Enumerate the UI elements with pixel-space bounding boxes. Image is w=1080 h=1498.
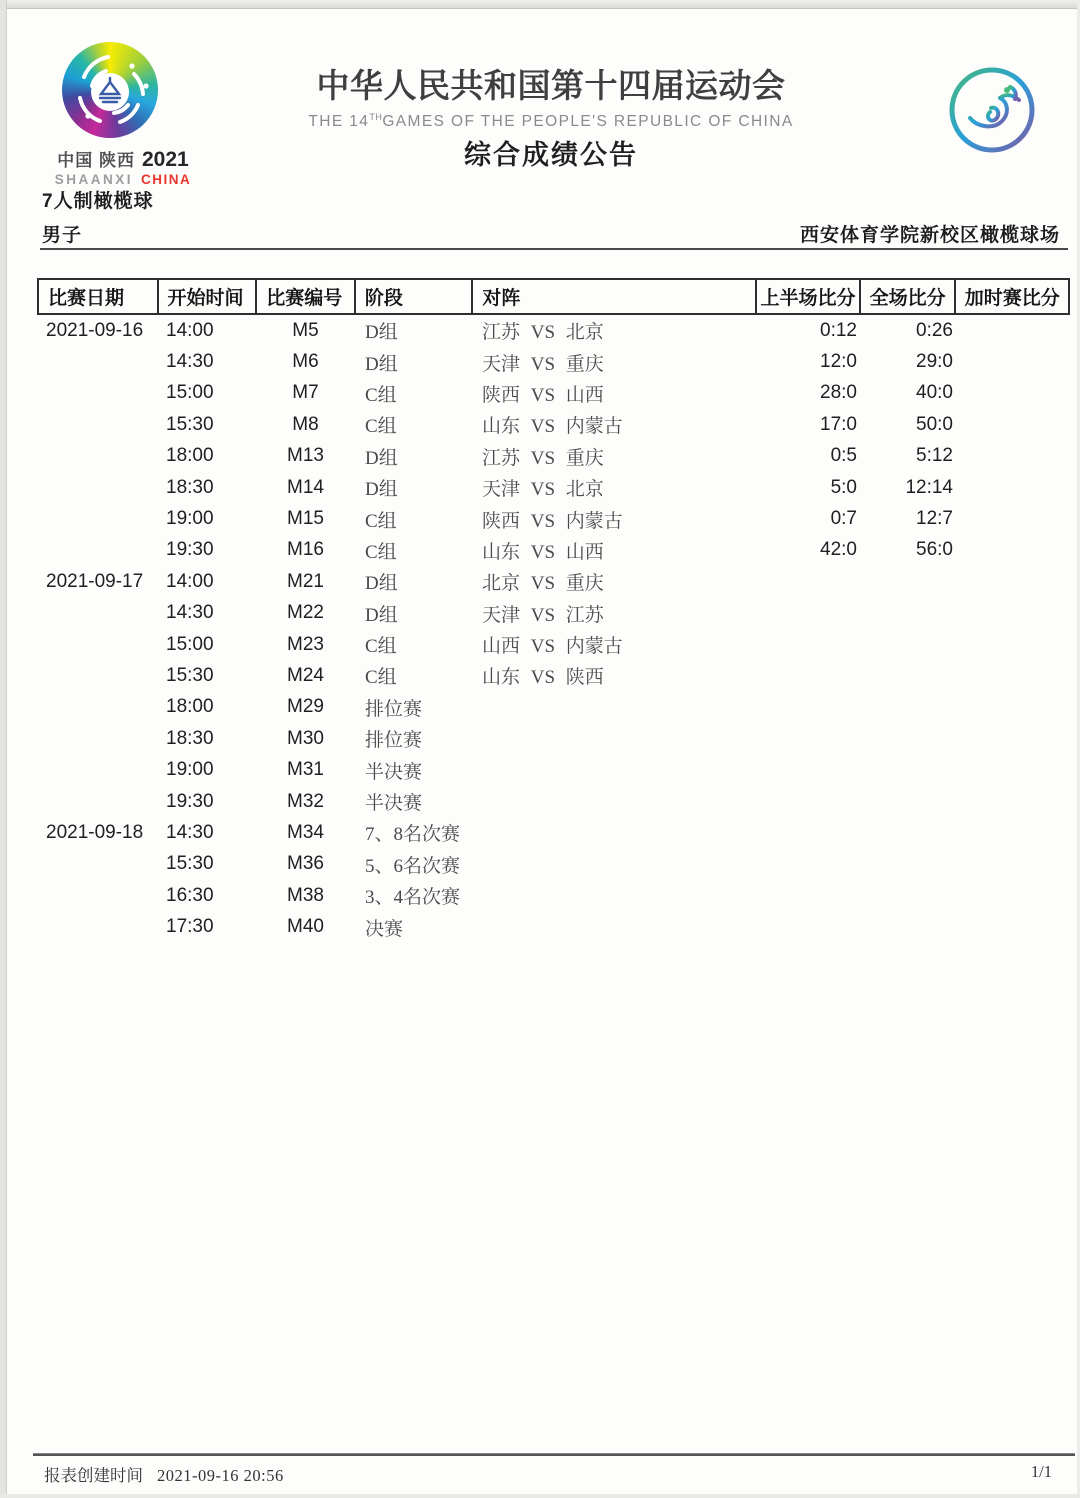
cell-time: 14:30 [166,351,214,373]
cell-full-score [862,754,958,785]
cell-stage: 7、8名次赛 [365,824,461,846]
table-row [37,378,1070,409]
table-row [37,723,1070,754]
page-number: 1/1 [1030,1462,1052,1481]
cell-full-score [862,849,958,880]
cell-time: 18:30 [166,476,214,498]
cell-half-score [758,849,862,880]
scan-edge-bottom [0,1494,1080,1498]
table-row [37,786,1070,817]
cell-full-score: 12:14 [905,476,953,498]
cell-match-no: M23 [287,633,324,655]
document-header [11,60,1080,131]
cell-matchup: 陕西 VS 内蒙古 [482,510,623,532]
footer-divider-line [33,1453,1075,1456]
cell-half-score [758,786,862,817]
cell-full-score [862,566,958,597]
cell-stage: D组 [365,479,398,501]
cell-matchup: 山东 VS 陕西 [482,667,604,689]
table-row [37,692,1070,723]
cell-matchup: 山东 VS 山西 [482,541,604,563]
cell-overtime-score [958,629,1070,660]
cell-overtime-score [958,911,1070,942]
cell-overtime-score [958,754,1070,785]
cell-time: 17:30 [166,916,214,938]
cell-time: 15:00 [166,633,214,655]
cell-full-score [862,660,958,691]
table-row [37,503,1070,534]
cell-overtime-score [958,566,1070,597]
cell-full-score [862,786,958,817]
cell-half-score: 28:0 [820,382,857,404]
cell-full-score [862,692,958,723]
cell-time: 19:30 [166,790,214,812]
cell-stage: 排位赛 [365,698,423,720]
cell-stage: 决赛 [365,918,404,940]
cell-full-score: 50:0 [916,413,953,435]
cell-stage: C组 [365,636,397,658]
cell-matchup: 北京 VS 重庆 [482,573,604,595]
cell-matchup: 天津 VS 江苏 [482,604,604,626]
scan-edge-left [0,0,7,1498]
cell-half-score [758,754,862,785]
cell-half-score [758,911,862,942]
header-divider-line [40,248,1068,250]
cell-time: 19:00 [166,508,214,530]
cell-overtime-score [958,723,1070,754]
cell-overtime-score [958,692,1070,723]
cell-date [37,629,157,660]
cell-match-no: M15 [287,508,324,530]
table-row [37,880,1070,911]
emblem-text-cn: 中国 陕西 [57,151,135,170]
cell-date [37,378,157,409]
cell-time: 14:00 [166,570,214,592]
cell-date [37,503,157,534]
col-header-stage: 阶段 [356,280,474,313]
cell-date [37,660,157,691]
cell-matchup [473,880,758,911]
col-header-time: 开始时间 [159,280,258,313]
col-header-overtime-score: 加时赛比分 [964,288,1060,309]
cell-full-score: 29:0 [916,351,953,373]
scan-edge-top [0,0,1080,9]
cell-time: 19:30 [166,539,214,561]
cell-full-score [862,629,958,660]
cell-full-score [862,911,958,942]
games-title-cn: 中华人民共和国第十四届运动会 [316,67,786,104]
cell-overtime-score [958,346,1070,377]
cell-date [37,911,157,942]
cell-stage: 半决赛 [365,793,423,815]
title-en-pre: THE 14 [308,113,370,131]
cell-half-score [758,723,862,754]
cell-matchup: 山东 VS 内蒙古 [482,416,623,438]
cell-stage: C组 [365,416,397,438]
cell-matchup [473,786,758,817]
cell-match-no: M34 [287,821,324,843]
cell-match-no: M6 [292,351,319,373]
cell-stage: D组 [365,447,398,469]
results-table [37,278,1070,943]
cell-match-no: M22 [287,602,324,624]
cell-full-score: 40:0 [916,382,953,404]
cell-half-score: 17:0 [820,413,857,435]
table-row [37,629,1070,660]
cell-date [37,692,157,723]
title-en-sup: TH [369,112,383,122]
col-header-full-score: 全场比分 [861,280,957,313]
cell-date [37,754,157,785]
cell-date [37,786,157,817]
table-row [37,849,1070,880]
emblem-text-shaanxi: SHAANXI [54,172,133,187]
cell-matchup [473,817,758,848]
cell-full-score: 5:12 [916,445,953,467]
cell-match-no: M30 [287,727,324,749]
cell-matchup: 山西 VS 内蒙古 [482,636,623,658]
cell-matchup: 江苏 VS 重庆 [482,447,604,469]
report-created-label: 报表创建时间 [44,1466,143,1485]
cell-stage: 3、4名次赛 [365,887,461,909]
bulletin-title: 综合成绩公告 [464,140,638,170]
cell-time: 18:30 [166,727,214,749]
col-header-matchup: 对阵 [473,280,757,313]
cell-half-score: 42:0 [820,539,857,561]
cell-overtime-score [958,598,1070,629]
cell-date [37,535,157,566]
cell-half-score [758,598,862,629]
report-created-datetime: 2021-09-16 20:56 [157,1466,284,1485]
cell-half-score: 0:7 [830,508,857,530]
cell-date [37,598,157,629]
cell-half-score: 0:5 [830,445,857,467]
cell-overtime-score [958,503,1070,534]
cell-time: 18:00 [166,445,214,467]
cell-half-score [758,566,862,597]
cell-matchup: 天津 VS 重庆 [482,353,604,375]
cell-overtime-score [958,315,1070,346]
table-row [37,535,1070,566]
cell-overtime-score [958,441,1070,472]
cell-full-score: 56:0 [916,539,953,561]
table-body [37,315,1070,943]
table-row [37,472,1070,503]
table-row [37,817,1070,848]
cell-stage: D组 [365,322,398,344]
cell-match-no: M21 [287,570,324,592]
cell-overtime-score [958,660,1070,691]
cell-half-score: 5:0 [830,476,857,498]
cell-date [37,849,157,880]
cell-overtime-score [958,786,1070,817]
cell-match-no: M38 [287,884,324,906]
table-row [37,598,1070,629]
cell-stage: C组 [365,667,397,689]
report-created [44,1462,284,1486]
emblem-text-china: CHINA [141,172,192,187]
cell-overtime-score [958,849,1070,880]
cell-time: 14:00 [166,319,214,341]
cell-match-no: M40 [287,916,324,938]
cell-stage: 5、6名次赛 [365,855,461,877]
cell-date [37,723,157,754]
cell-matchup [473,911,758,942]
games-title-en [11,112,1080,131]
venue-label: 西安体育学院新校区橄榄球场 [799,225,1060,246]
table-row [37,660,1070,691]
cell-date [37,880,157,911]
table-row [37,566,1070,597]
cell-full-score [862,598,958,629]
cell-time: 19:00 [166,759,214,781]
col-header-half-score: 上半场比分 [757,280,861,313]
cell-time: 15:30 [166,664,214,686]
cell-half-score [758,629,862,660]
cell-overtime-score [958,535,1070,566]
table-row [37,754,1070,785]
cell-time: 14:30 [166,602,214,624]
table-row [37,315,1070,346]
cell-matchup [473,692,758,723]
cell-date: 2021-09-16 [46,319,144,341]
table-row [37,441,1070,472]
cell-stage: D组 [365,353,398,375]
cell-half-score [758,660,862,691]
cell-matchup [473,849,758,880]
table-row [37,409,1070,440]
table-row [37,911,1070,942]
cell-overtime-score [958,880,1070,911]
cell-full-score: 0:26 [916,319,953,341]
cell-matchup: 江苏 VS 北京 [482,322,604,344]
sport-name: 7人制橄榄球 [42,191,154,212]
cell-time: 15:30 [166,413,214,435]
cell-full-score [862,723,958,754]
cell-half-score [758,692,862,723]
cell-overtime-score [958,409,1070,440]
cell-stage: D组 [365,573,398,595]
cell-match-no: M29 [287,696,324,718]
cell-match-no: M16 [287,539,324,561]
cell-match-no: M7 [292,382,319,404]
cell-full-score [862,880,958,911]
cell-match-no: M36 [287,853,324,875]
cell-time: 15:00 [166,382,214,404]
rugby-sevens-pictogram-icon [944,62,1040,158]
cell-matchup: 天津 VS 北京 [482,479,604,501]
cell-stage: C组 [365,510,397,532]
cell-overtime-score [958,378,1070,409]
cell-half-score: 0:12 [820,319,857,341]
cell-date: 2021-09-17 [46,570,144,592]
cell-stage: C组 [365,384,397,406]
table-row [37,346,1070,377]
cell-match-no: M14 [287,476,324,498]
cell-match-no: M8 [292,413,319,435]
cell-stage: 排位赛 [365,730,423,752]
title-en-post: GAMES OF THE PEOPLE'S REPUBLIC OF CHINA [382,113,794,131]
emblem-year: 2021 [142,148,189,171]
cell-half-score [758,817,862,848]
table-header-row [37,278,1070,315]
col-header-date: 比赛日期 [39,280,159,313]
cell-time: 16:30 [166,884,214,906]
cell-date: 2021-09-18 [46,821,144,843]
cell-match-no: M13 [287,445,324,467]
cell-date [37,409,157,440]
cell-match-no: M31 [287,759,324,781]
cell-stage: 半决赛 [365,761,423,783]
cell-overtime-score [958,472,1070,503]
cell-time: 18:00 [166,696,214,718]
cell-match-no: M5 [292,319,319,341]
cell-matchup: 陕西 VS 山西 [482,384,604,406]
cell-full-score: 12:7 [916,508,953,530]
cell-full-score [862,817,958,848]
gender-label: 男子 [42,225,83,246]
cell-stage: C组 [365,541,397,563]
cell-time: 14:30 [166,821,214,843]
cell-matchup [473,754,758,785]
cell-date [37,346,157,377]
cell-matchup [473,723,758,754]
cell-date [37,472,157,503]
cell-match-no: M32 [287,790,324,812]
cell-time: 15:30 [166,853,214,875]
cell-stage: D组 [365,604,398,626]
cell-half-score [758,880,862,911]
cell-overtime-score [958,817,1070,848]
cell-match-no: M24 [287,664,324,686]
cell-date [37,441,157,472]
cell-half-score: 12:0 [820,351,857,373]
col-header-match-no: 比赛编号 [257,280,356,313]
